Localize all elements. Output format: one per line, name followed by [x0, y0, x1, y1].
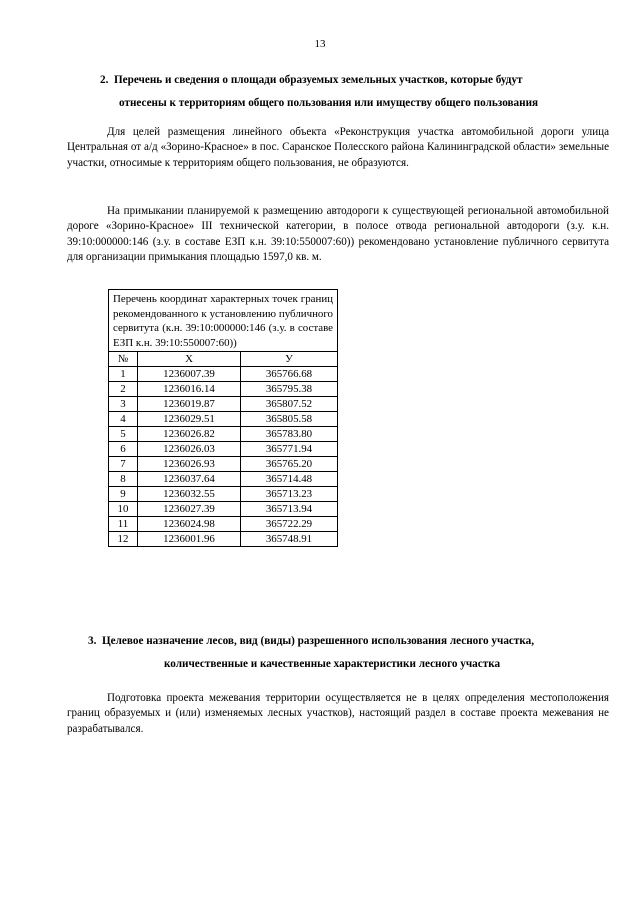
point-number-cell: 1 — [109, 367, 138, 382]
point-number-cell: 2 — [109, 382, 138, 397]
section-3-heading — [88, 630, 628, 676]
table-row — [109, 412, 338, 427]
point-number-cell: 9 — [109, 487, 138, 502]
x-coordinate-cell: 1236007.39 — [138, 367, 241, 382]
section-2-heading — [100, 69, 620, 115]
y-coordinate-cell: 365713.23 — [241, 487, 338, 502]
y-coordinate-cell: 365714.48 — [241, 472, 338, 487]
section-3-title-line1: Целевое назначение лесов, вид (виды) разрешенного использования лесного участка, — [101, 635, 535, 647]
y-coordinate-cell: 365765.20 — [241, 457, 338, 472]
x-coordinate-cell: 1236019.87 — [138, 397, 241, 412]
x-coordinate-cell: 1236026.93 — [138, 457, 241, 472]
section-3-paragraph-1: Подготовка проекта межевания территории осуществляется не в целях определения местоположения границ образуемых и (или) изменяемых лесных участков), настоящий раздел в составе проекта межевания не разрабатывался. — [67, 692, 609, 735]
table-caption: Перечень координат характерных точек границ рекомендованного к установлению публичного сервитута (к.н. 39:10:000000:146 (з.у. в составе ЕЗП к.н. 39:10:550007:60)) — [109, 290, 338, 352]
point-number-cell: 11 — [109, 517, 138, 532]
x-coordinate-cell: 1236032.55 — [138, 487, 241, 502]
y-coordinate-cell: 365766.68 — [241, 367, 338, 382]
table-row — [109, 457, 338, 472]
point-number-cell: 4 — [109, 412, 138, 427]
table-row — [109, 382, 338, 397]
point-number-cell: 7 — [109, 457, 138, 472]
y-coordinate-cell: 365783.80 — [241, 427, 338, 442]
section-3-number: 3. — [88, 635, 97, 647]
x-coordinate-cell: 1236026.82 — [138, 427, 241, 442]
section-2-title-line1: Перечень и сведения о площади образуемых земельных участков, которые будут — [113, 74, 523, 86]
x-coordinate-cell: 1236001.96 — [138, 532, 241, 547]
section-2-paragraph-1: Для целей размещения линейного объекта «Реконструкция участка автомобильной дороги улица Центральная от а/д «Зорино-Красное» в пос. Саранское Полесского района Калининградской области» земельные участки, относимые к территориям общего пользования, не образуются. — [67, 126, 609, 169]
x-coordinate-cell: 1236016.14 — [138, 382, 241, 397]
y-coordinate-cell: 365805.58 — [241, 412, 338, 427]
x-coordinate-cell: 1236029.51 — [138, 412, 241, 427]
table-row — [109, 517, 338, 532]
x-coordinate-cell: 1236026.03 — [138, 442, 241, 457]
table-row — [109, 532, 338, 547]
table-row — [109, 367, 338, 382]
y-coordinate-cell: 365748.91 — [241, 532, 338, 547]
page-number: 13 — [314, 38, 326, 50]
point-number-cell: 8 — [109, 472, 138, 487]
x-coordinate-cell: 1236037.64 — [138, 472, 241, 487]
coordinates-table — [108, 289, 338, 547]
point-number-cell: 12 — [109, 532, 138, 547]
table-row — [109, 472, 338, 487]
y-coordinate-cell: 365722.29 — [241, 517, 338, 532]
header-x: Х — [138, 352, 241, 367]
section-2-paragraph-2: На примыкании планируемой к размещению автодороги к существующей региональной автомобильной дороге «Зорино-Красное» III технической категории, в полосе отвода региональной автодороги (з.у. к.н. 39:10:000000:146 (з.у. в составе ЕЗП к.н. 39:10:550007:60)) рекомендовано установление публичного сервитута для организации примыкания площадью 1597,0 кв. м. — [67, 205, 609, 264]
point-number-cell: 5 — [109, 427, 138, 442]
y-coordinate-cell: 365795.38 — [241, 382, 338, 397]
header-y: У — [241, 352, 338, 367]
point-number-cell: 6 — [109, 442, 138, 457]
x-coordinate-cell: 1236027.39 — [138, 502, 241, 517]
x-coordinate-cell: 1236024.98 — [138, 517, 241, 532]
section-2-title-line2: отнесены к территориям общего пользования или имуществу общего пользования — [119, 97, 539, 109]
table-row — [109, 397, 338, 412]
point-number-cell: 10 — [109, 502, 138, 517]
header-number: № — [109, 352, 138, 367]
table-caption-row — [109, 290, 338, 352]
point-number-cell: 3 — [109, 397, 138, 412]
table-row — [109, 502, 338, 517]
table-row — [109, 427, 338, 442]
section-3-title-line2: количественные и качественные характеристики лесного участка — [164, 658, 501, 670]
table-row — [109, 487, 338, 502]
y-coordinate-cell: 365713.94 — [241, 502, 338, 517]
y-coordinate-cell: 365807.52 — [241, 397, 338, 412]
table-header-row — [109, 352, 338, 367]
y-coordinate-cell: 365771.94 — [241, 442, 338, 457]
section-2-number: 2. — [100, 74, 109, 86]
table-row — [109, 442, 338, 457]
